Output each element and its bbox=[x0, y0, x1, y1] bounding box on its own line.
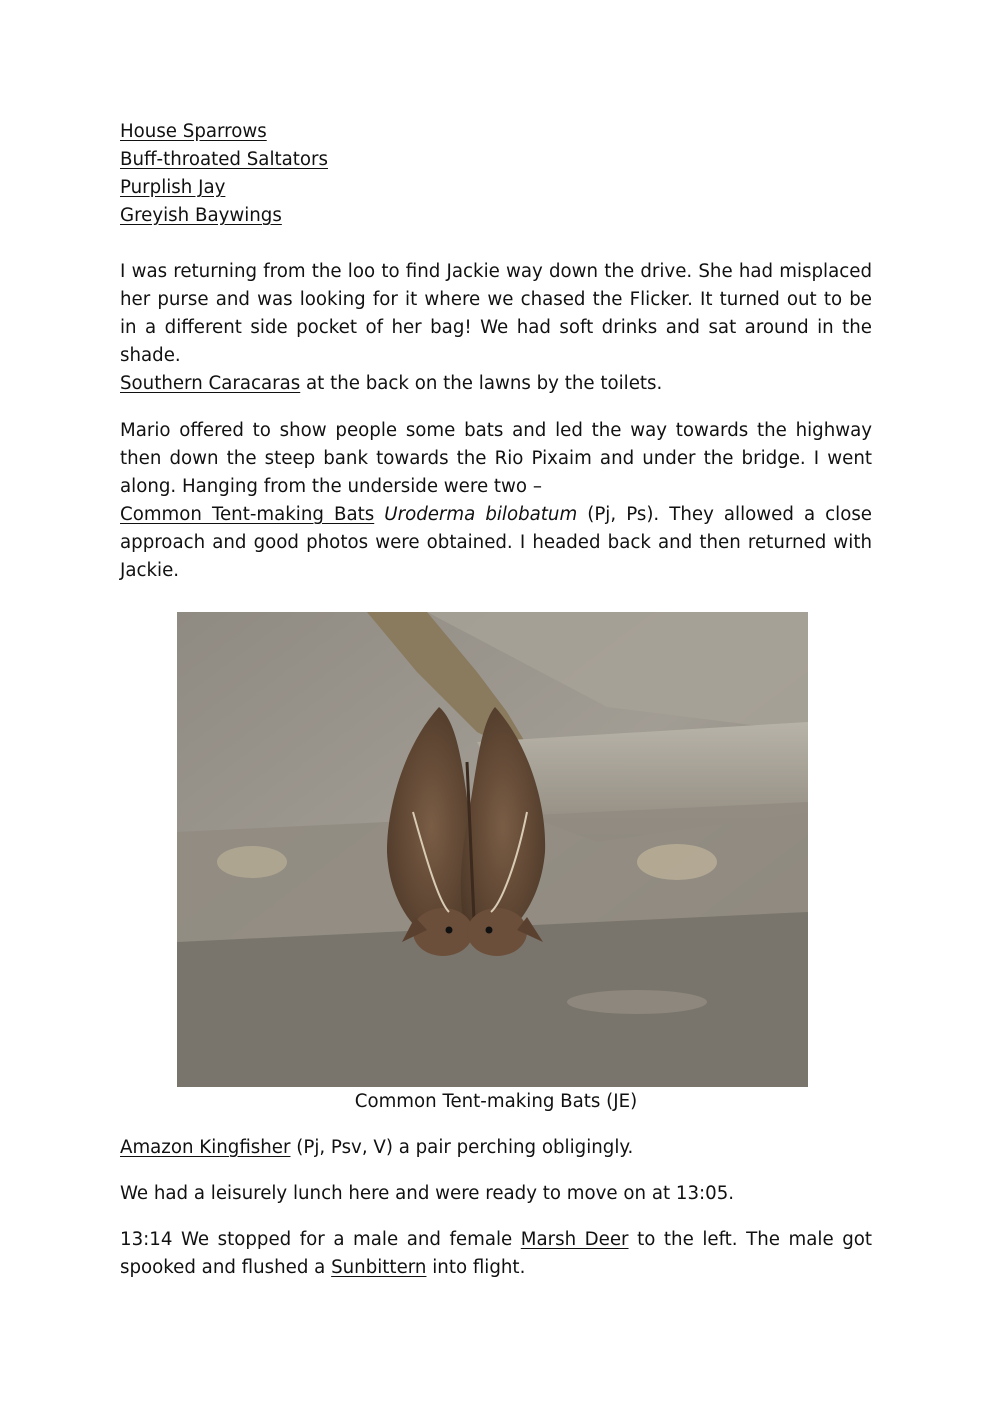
photo-caption: Common Tent-making Bats (JE) bbox=[354, 1091, 638, 1112]
latin-name: Uroderma bilobatum bbox=[384, 504, 578, 525]
paragraph-kingfisher bbox=[120, 1134, 872, 1162]
species-buff-throated-saltators: Buff-throated Saltators bbox=[120, 149, 328, 170]
species-list bbox=[120, 118, 872, 230]
species-purplish-jay: Purplish Jay bbox=[120, 177, 226, 198]
species-sunbittern: Sunbittern bbox=[331, 1257, 427, 1278]
paragraph-caracara bbox=[120, 370, 872, 398]
paragraph-loo: I was returning from the loo to find Jackie way down the drive. She had misplaced her purse and was looking for it where we chased the Flicker. It turned out to be in a different side pocket of her bag! We had soft drinks and sat around in the shade. bbox=[120, 261, 872, 366]
species-greyish-baywings: Greyish Baywings bbox=[120, 205, 282, 226]
document-body bbox=[120, 118, 872, 585]
species-marsh-deer: Marsh Deer bbox=[520, 1229, 629, 1250]
species-southern-caracaras: Southern Caracaras bbox=[120, 373, 301, 394]
species-common-tent-making-bats: Common Tent-making Bats bbox=[120, 504, 375, 525]
paragraph-mario: Mario offered to show people some bats and led the way towards the highway then down the steep bank towards the Rio Pixaim and under the bridge. I went along. Hanging from the underside were two – bbox=[120, 420, 872, 497]
kingfisher-text: (Pj, Psv, V) a pair perching obligingly. bbox=[290, 1137, 634, 1158]
paragraph-bats bbox=[120, 501, 872, 585]
caracara-text: at the back on the lawns by the toilets. bbox=[300, 373, 663, 394]
document-body-continued bbox=[120, 1134, 872, 1282]
deer-post: into flight. bbox=[426, 1257, 526, 1278]
deer-mid: to the left. The male got spooked and flushed a bbox=[120, 1229, 872, 1278]
bats-photo bbox=[177, 612, 808, 1087]
species-house-sparrows: House Sparrows bbox=[120, 121, 267, 142]
bats-text: (Pj, Ps). They allowed a close approach and good photos were obtained. I headed back and then returned with Jackie. bbox=[120, 504, 873, 581]
deer-pre: 13:14 We stopped for a male and female bbox=[120, 1229, 521, 1250]
paragraph-deer bbox=[120, 1226, 872, 1282]
species-amazon-kingfisher: Amazon Kingfisher bbox=[120, 1137, 291, 1158]
paragraph-lunch: We had a leisurely lunch here and were ready to move on at 13:05. bbox=[120, 1183, 735, 1204]
